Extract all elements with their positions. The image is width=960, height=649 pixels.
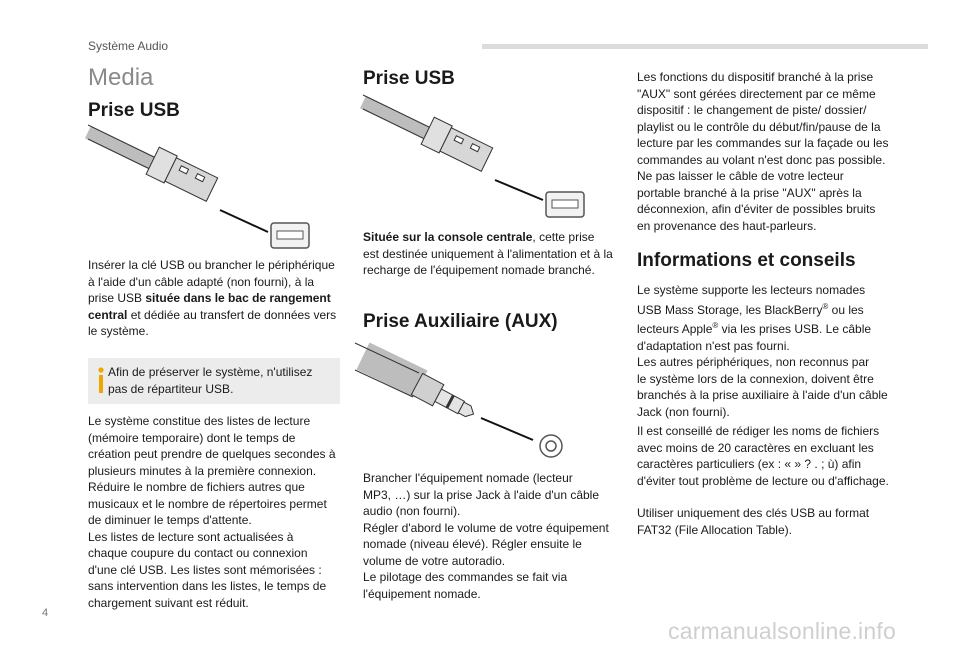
fat32-advice-paragraph: Utiliser uniquement des clés USB au format FAT32 (File Allocation Table). bbox=[637, 506, 870, 537]
heading-usb-port-2: Prise USB bbox=[363, 68, 455, 89]
playlist-paragraph: Le système constitue des listes de lecture (mémoire temporaire) dont le temps de création peut prendre de quelques secondes à plusieurs minutes à la première connexion. Réduire le nombre de fichiers autres que musicaux et le nombre de répertoires permet de diminuer le temps d'attente. Les listes de lecture sont actualisées à chaque coupure du contact ou connexion d'une clé USB. Les listes sont mémorisées : sans intervention dans les listes, le temps de chargement suivant est réduit. bbox=[88, 414, 336, 610]
usb-console-paragraph: Située sur la console centrale, cette prise est destinée uniquement à l'alimentation et à la recharge de l'équipement nomade branché. bbox=[363, 230, 613, 277]
header-divider bbox=[482, 44, 928, 49]
info-note-text: Afin de préserver le système, n'utilisez pas de répartiteur USB. bbox=[108, 365, 313, 396]
section-title: Système Audio bbox=[88, 39, 169, 53]
supported-devices-paragraph: Le système supporte les lecteurs nomades USB Mass Storage, les BlackBerry® ou les lecteurs Apple® via les prises USB. Le câble d'adaptation n'est pas fourni. Les autres périphériques, non reconnus par le système lors de la connexion, doivent être branchés à la prise auxiliaire à l'aide d'un câble Jack (non fourni). bbox=[637, 283, 888, 419]
aux-functions-paragraph: Les fonctions du dispositif branché à la prise "AUX" sont gérées directement par ce même dispositif : le changement de piste/ dossier/ playlist ou le contrôle du début/fin/pause de la lecture par les commandes sur la façade ou les commandes au volant n'est donc pas possible. Ne pas laisser le câble de votre lecteur portable branché à la prise "AUX" après la déconnexion, afin d'éviter de possibles bruits en provenance des haut-parleurs. bbox=[637, 70, 889, 233]
info-note-box bbox=[88, 358, 340, 404]
usb-insert-paragraph: Insérer la clé USB ou brancher le périphérique à l'aide d'un câble adapté (non fourni), à la prise USB située dans le bac de rangement central et dédiée au transfert de données vers le système. bbox=[88, 258, 337, 338]
watermark: carmanualsonline.info bbox=[668, 618, 896, 644]
heading-aux-port: Prise Auxiliaire (AUX) bbox=[363, 311, 558, 332]
heading-info-tips: Informations et conseils bbox=[637, 250, 856, 271]
filename-advice-paragraph: Il est conseillé de rédiger les noms de fichiers avec moins de 20 caractères en excluant les caractères particuliers (ex : « » ? . ; ù) afin d'éviter tout problème de lecture ou d'affichage. bbox=[637, 424, 889, 488]
jack-plug-illustration bbox=[363, 340, 568, 458]
page-number: 4 bbox=[42, 607, 49, 619]
usb-plug-illustration-2 bbox=[363, 98, 588, 220]
info-icon bbox=[96, 366, 106, 394]
page-title: Media bbox=[88, 64, 154, 91]
aux-paragraph: Brancher l'équipement nomade (lecteur MP3, …) sur la prise Jack à l'aide d'un câble audio (non fourni). Régler d'abord le volume de votre équipement nomade (niveau élevé). Régler ensuite le volume de votre autoradio. Le pilotage des commandes se fait via l'équipement nomade. bbox=[363, 471, 609, 601]
heading-usb-port: Prise USB bbox=[88, 100, 180, 121]
usb-plug-illustration-1 bbox=[88, 128, 313, 250]
